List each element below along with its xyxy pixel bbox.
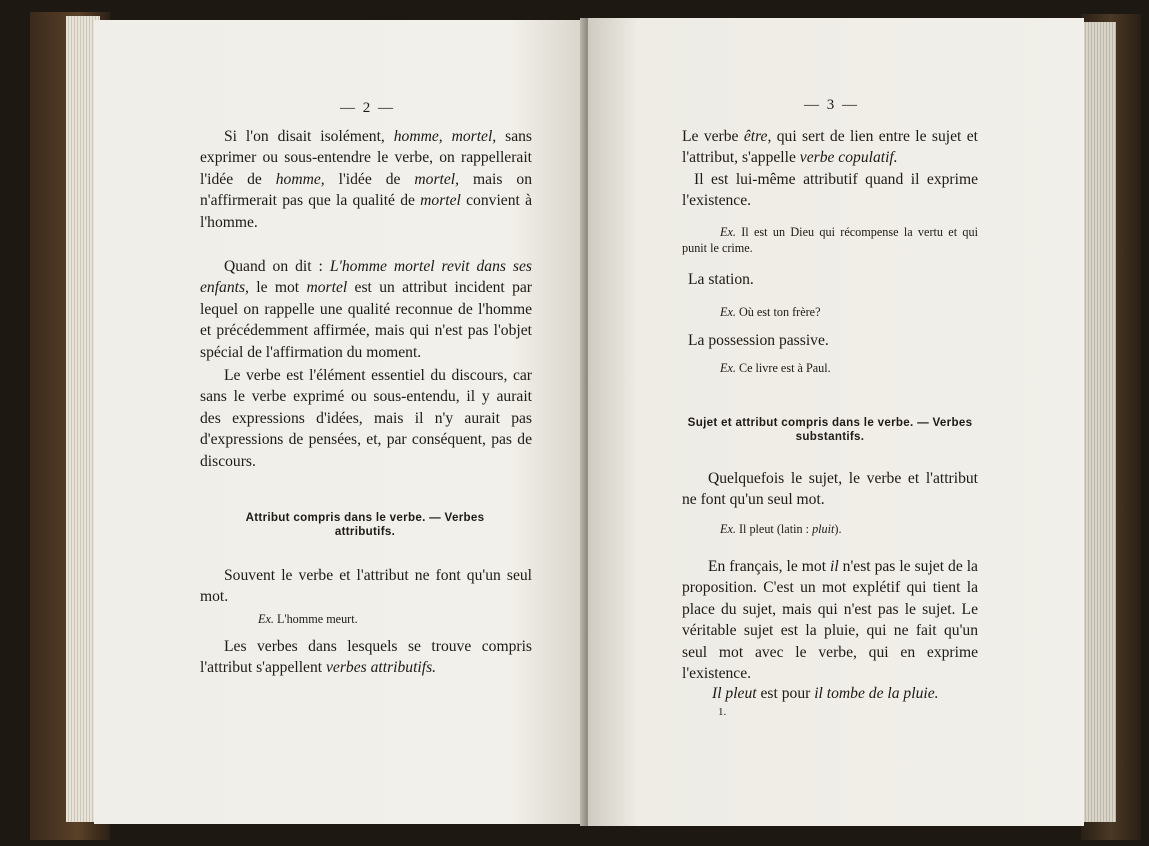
signature-mark: 1.	[718, 706, 727, 718]
example-1: Ex. L'homme meurt.	[258, 612, 358, 626]
paragraph-7: Il pleut est pour il tombe de la pluie.	[712, 685, 939, 702]
paragraph-1: Le verbe être, qui sert de lien entre le sujet et l'attribut, s'appelle verbe copulatif.	[682, 128, 978, 167]
page-number: — 3 —	[804, 97, 859, 113]
paragraph-5: Quelquefois le sujet, le verbe et l'attribut ne font qu'un seul mot.	[682, 470, 978, 509]
example-2: Ex. Où est ton frère?	[720, 305, 821, 319]
paragraph-6: En français, le mot il n'est pas le sujet de la proposition. C'est un mot explétif qui tient la place du sujet, mais qui n'est pas le sujet. Le véritable sujet est la pluie, qui ne fait qu'un seul mot avec le verbe, qui en exprime l'existence.	[682, 558, 978, 683]
example-3: Ex. Ce livre est à Paul.	[720, 361, 831, 375]
paragraph-4: La possession passive.	[688, 332, 829, 349]
paragraph-2: Quand on dit : L'homme mortel revit dans ses enfants, le mot mortel est un attribut incident par lequel on rappelle une qualité reconnue de l'homme et précédemment affirmée, mais qui n'est pas l'objet spécial de l'affirmation du moment.	[200, 258, 532, 361]
paragraph-3: La station.	[688, 271, 754, 288]
section-heading: Sujet et attribut compris dans le verbe. — Verbes substantifs.	[687, 416, 973, 443]
example-1: Ex. Il est un Dieu qui récompense la vertu et qui punit le crime.	[682, 225, 978, 255]
page-edges-right	[1080, 22, 1116, 822]
left-page	[94, 20, 584, 824]
paragraph-5: Les verbes dans lesquels se trouve compris l'attribut s'appellent verbes attributifs.	[200, 638, 532, 677]
example-4: Ex. Il pleut (latin : pluit).	[720, 522, 842, 536]
paragraph-4: Souvent le verbe et l'attribut ne font qu'un seul mot.	[200, 567, 532, 606]
paragraph-2: Il est lui-même attributif quand il exprime l'existence.	[682, 171, 978, 210]
paragraph-1: Si l'on disait isolément, homme, mortel, sans exprimer ou sous-entendre le verbe, on rappellerait l'idée de homme, l'idée de mortel, mais on n'affirmerait pas que la qualité de mortel convient à l'homme.	[200, 128, 532, 231]
paragraph-3: Le verbe est l'élément essentiel du discours, car sans le verbe exprimé ou sous-entendu, il y aurait des expressions d'idées, mais il n'y aurait pas d'expressions de pensées, et, par conséquent, pas de discours.	[200, 367, 532, 470]
right-page	[588, 18, 1084, 826]
page-number: — 2 —	[340, 100, 395, 116]
section-heading: Attribut compris dans le verbe. — Verbes attributifs.	[245, 511, 485, 538]
